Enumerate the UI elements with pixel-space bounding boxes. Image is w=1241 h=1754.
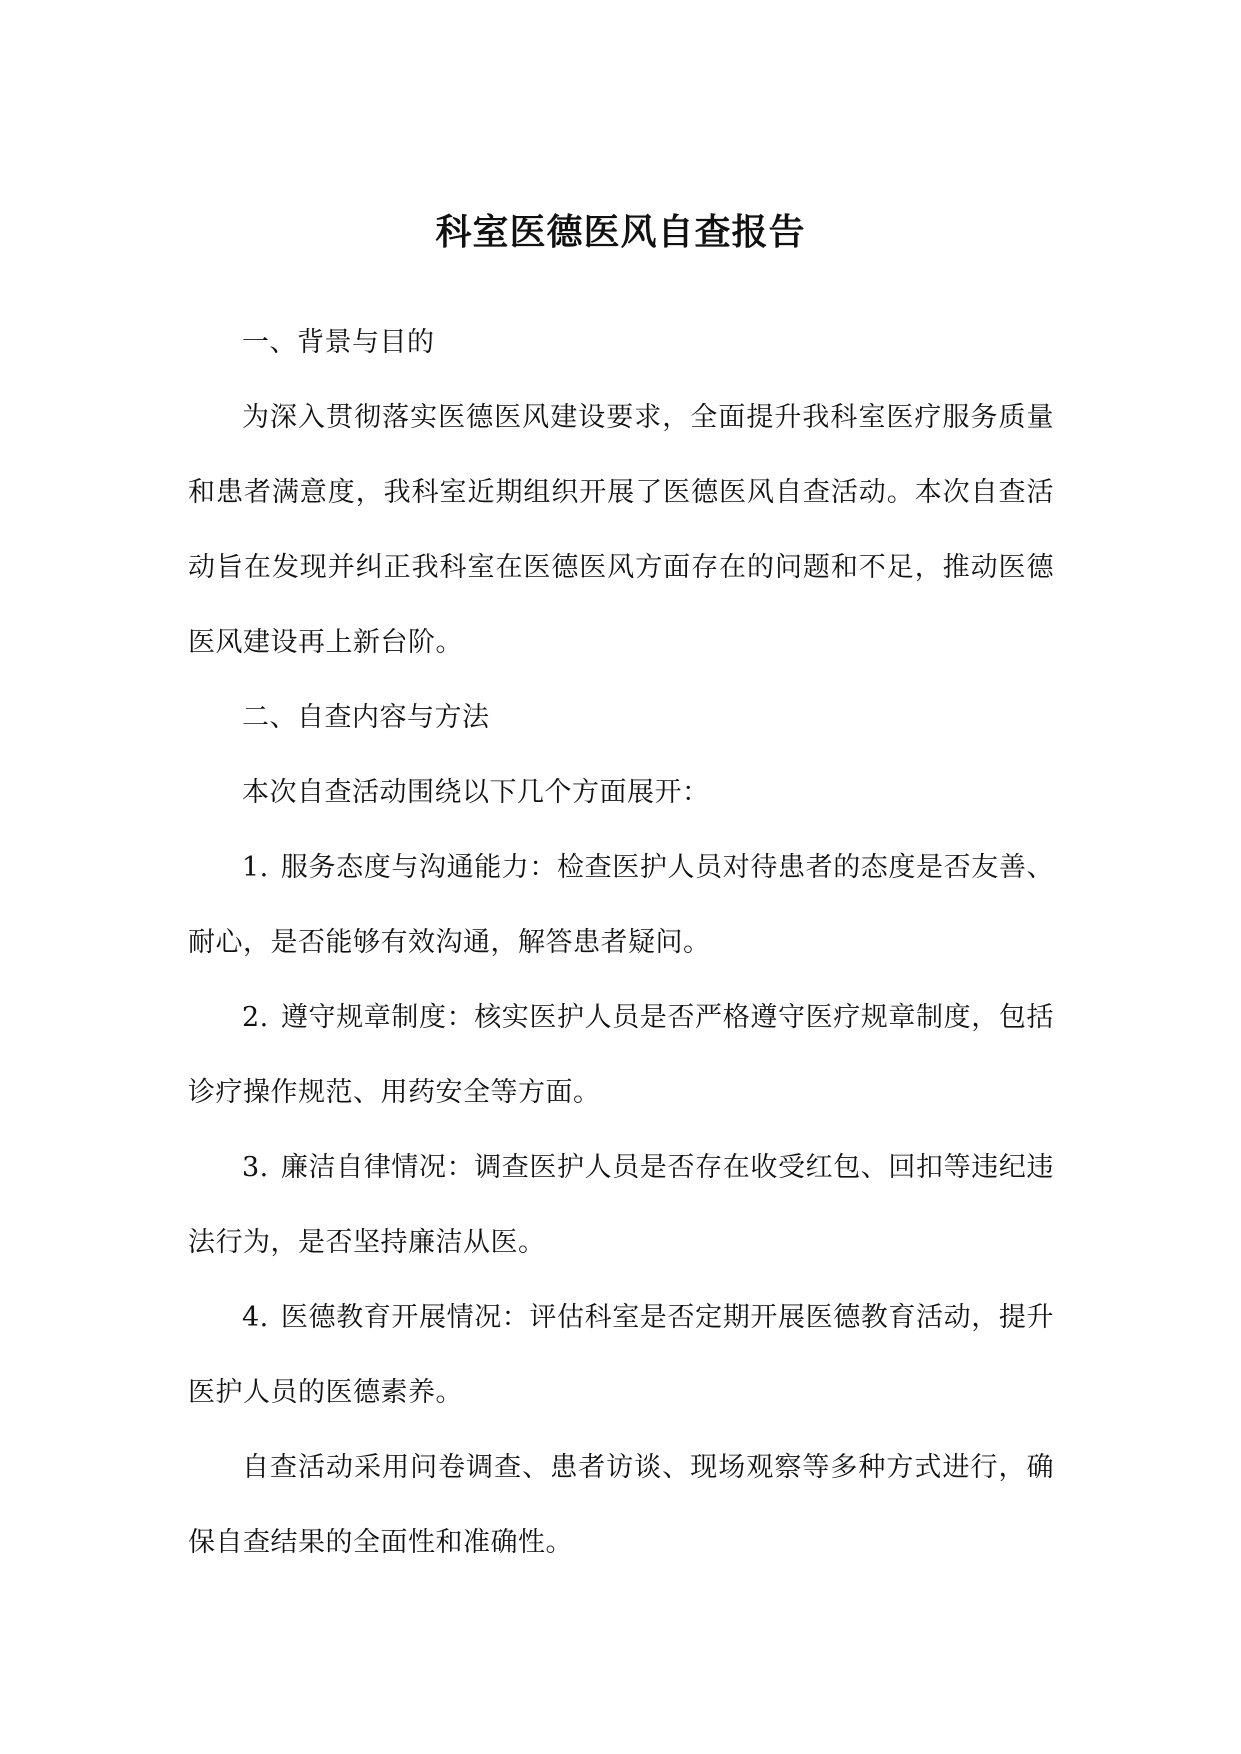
list-item-text: 廉洁自律情况：调查医护人员是否存在收受红包、回扣等违纪违法行为，是否坚持廉洁从医。 — [188, 1152, 1054, 1258]
list-item-number: 2. — [242, 1002, 269, 1033]
list-item-number: 1. — [242, 852, 269, 883]
document-title: 科室医德医风自查报告 — [435, 211, 806, 254]
list-item — [188, 1280, 1054, 1430]
list-item-text: 遵守规章制度：核实医护人员是否严格遵守医疗规章制度，包括诊疗操作规范、用药安全等方面。 — [188, 1002, 1054, 1108]
list-item-text: 医德教育开展情况：评估科室是否定期开展医德教育活动，提升医护人员的医德素养。 — [188, 1302, 1054, 1408]
list-item-number: 3. — [242, 1152, 269, 1183]
section-heading: 一、背景与目的 — [242, 327, 435, 358]
document-body — [188, 305, 1054, 1580]
list-item-text: 服务态度与沟通能力：检查医护人员对待患者的态度是否友善、耐心，是否能够有效沟通，解答患者疑问。 — [188, 852, 1054, 958]
paragraph: 自查活动采用问卷调查、患者访谈、现场观察等多种方式进行，确保自查结果的全面性和准确性。 — [188, 1452, 1054, 1558]
list-item-number: 4. — [242, 1302, 269, 1333]
paragraph: 为深入贯彻落实医德医风建设要求，全面提升我科室医疗服务质量和患者满意度，我科室近期组织开展了医德医风自查活动。本次自查活动旨在发现并纠正我科室在医德医风方面存在的问题和不足，推动医德医风建设再上新台阶。 — [188, 402, 1054, 658]
list-item — [188, 980, 1054, 1130]
section-heading: 二、自查内容与方法 — [242, 702, 490, 733]
paragraph: 本次自查活动围绕以下几个方面展开： — [242, 777, 710, 808]
list-item — [188, 1130, 1054, 1280]
list-item — [188, 830, 1054, 980]
